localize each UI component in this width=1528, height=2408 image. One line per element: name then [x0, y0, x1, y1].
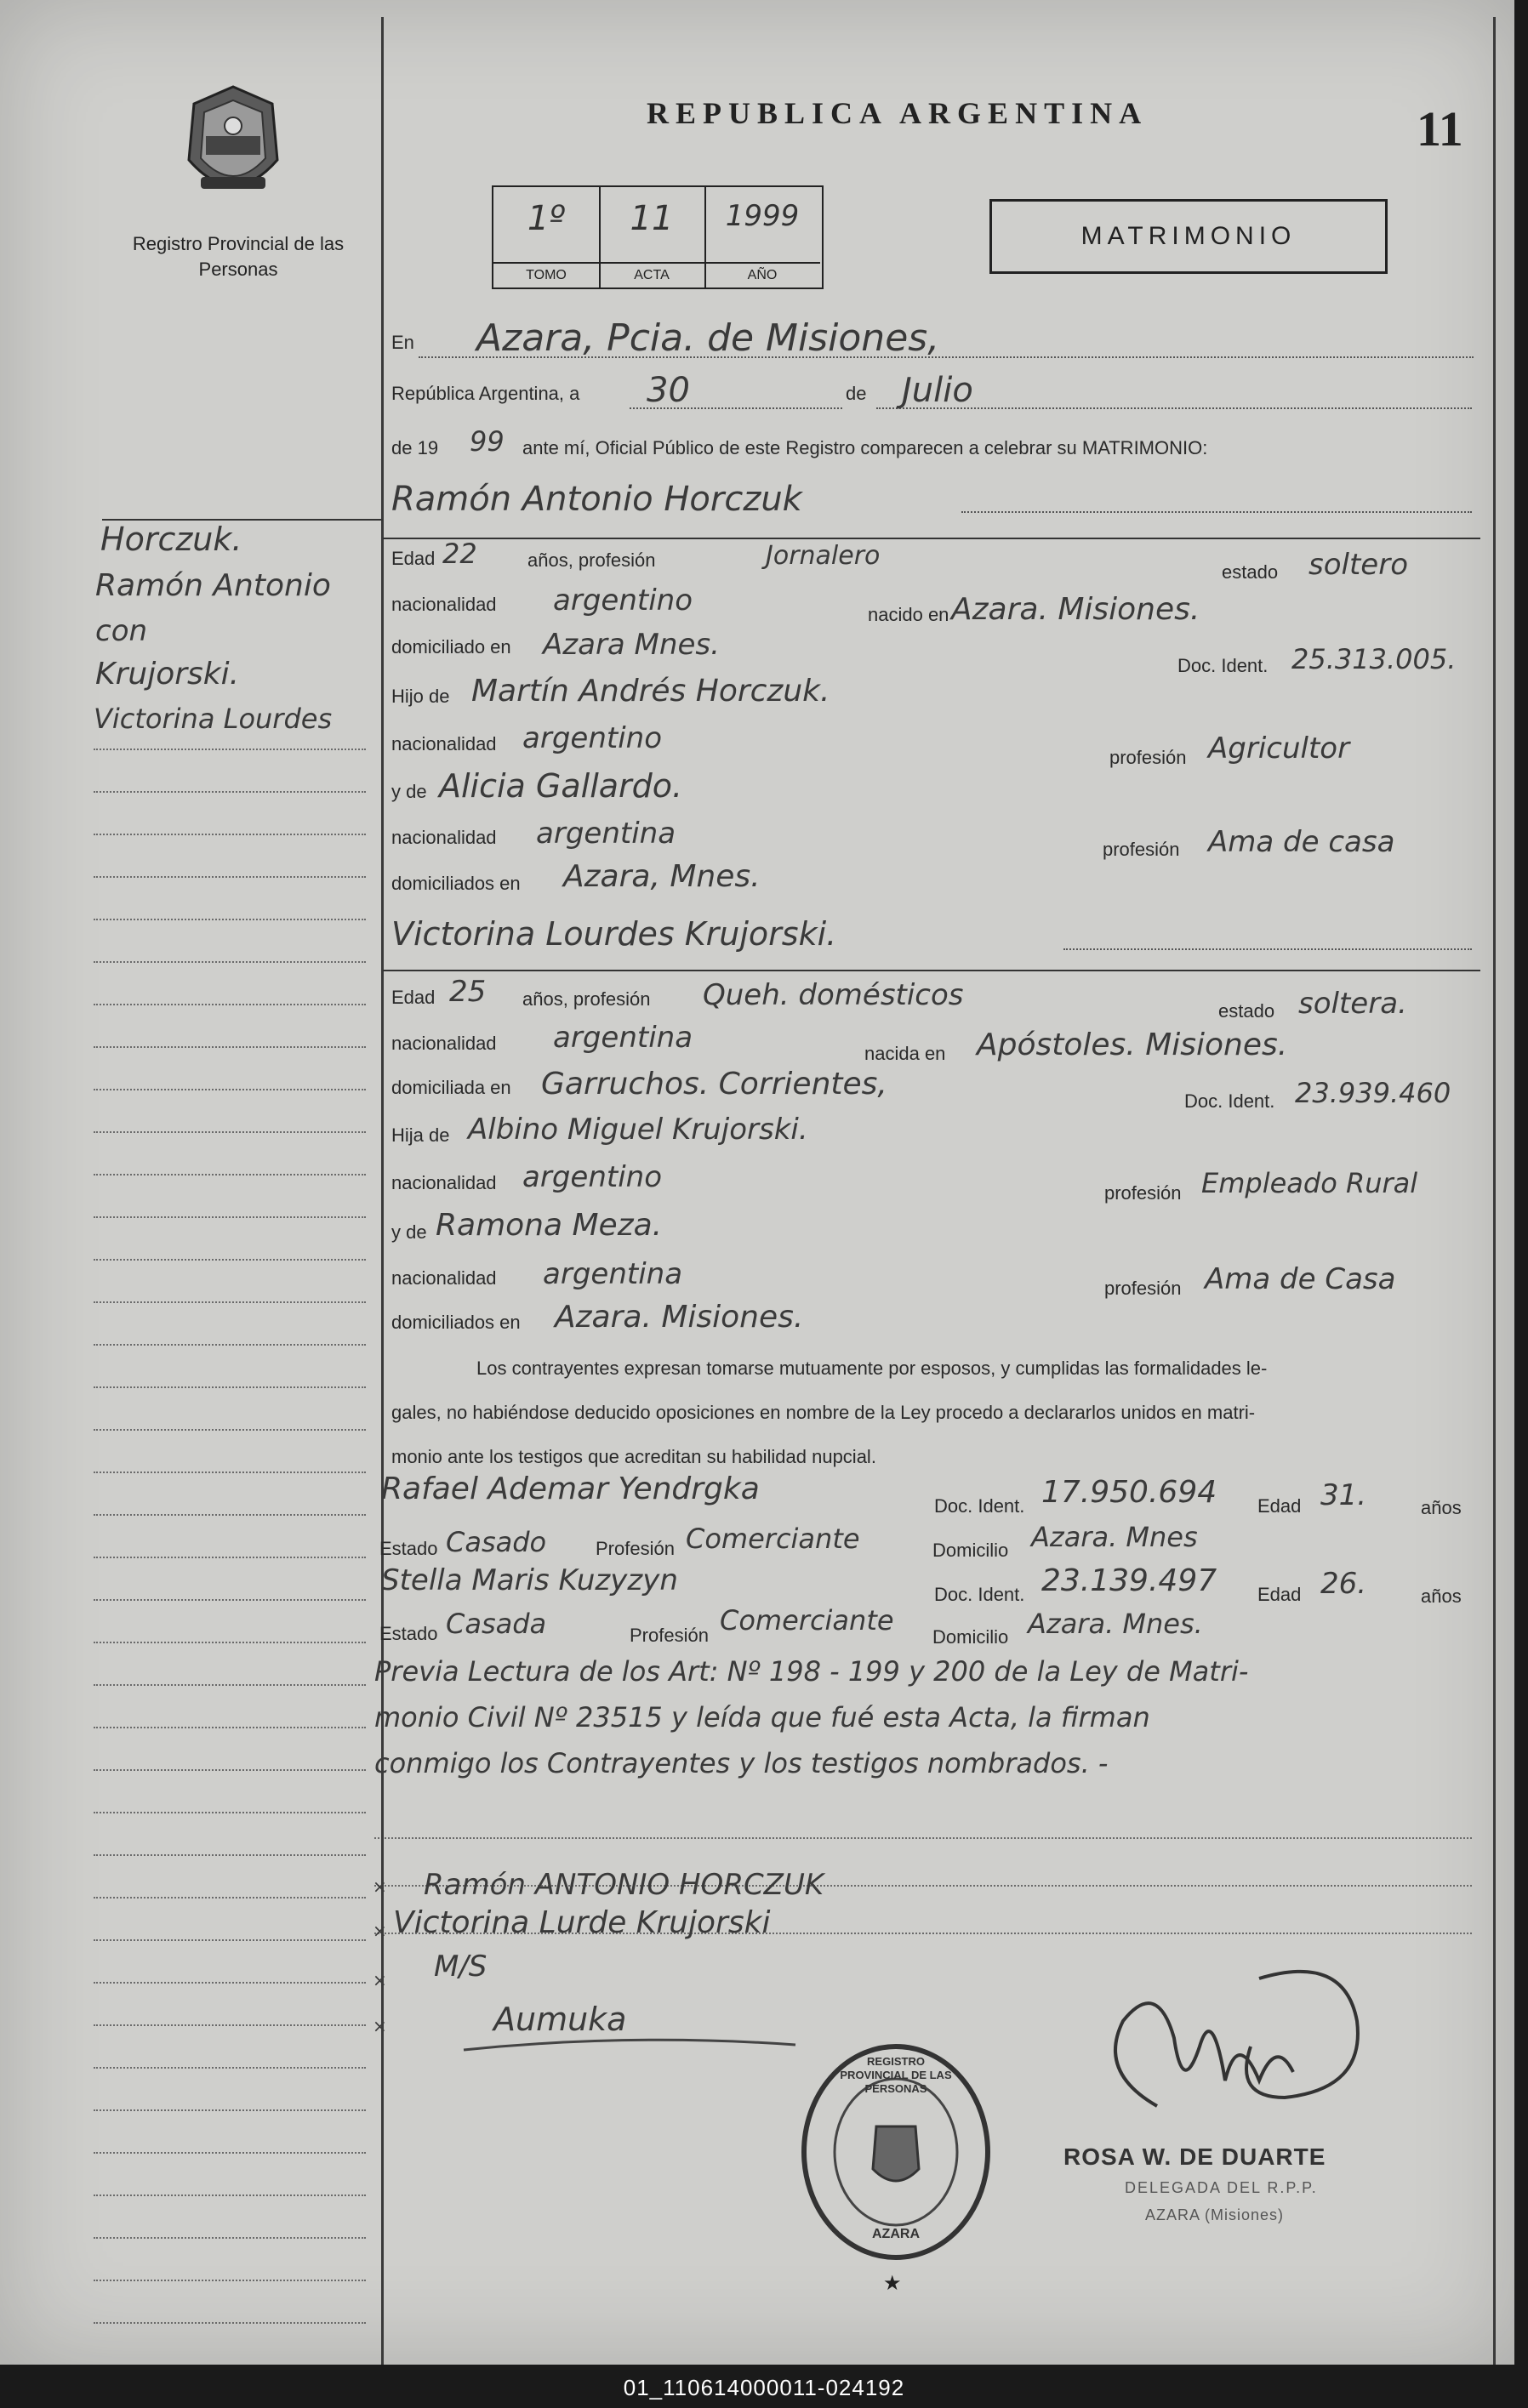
margin-note-line: Krujorski. [95, 657, 240, 692]
estado-label: estado [1218, 1000, 1275, 1022]
margin-note-line: Horczuk. [100, 521, 242, 558]
nacionalidad-label: nacionalidad [391, 1033, 497, 1054]
document-type: MATRIMONIO [989, 199, 1388, 274]
year-prefix: de 19 [391, 437, 439, 458]
declaration-line: gales, no habiéndose deducido oposiciones en nombre de la Ley procedo a declararlos unidos en matri- [391, 1402, 1256, 1423]
doc-label: Doc. Ident. [934, 1584, 1025, 1605]
bride-parents-dom: Azara. Misiones. [555, 1300, 804, 1335]
witness-name: Rafael Ademar Yendrgka [381, 1472, 760, 1506]
mother-nac-label: nacionalidad [391, 1267, 497, 1289]
groom-father-prof: Agricultor [1208, 732, 1350, 766]
signature-bride: Victorina Lurde Krujorski [393, 1905, 771, 1940]
bride-father: Albino Miguel Krujorski. [468, 1113, 808, 1147]
witness-domicilio: Azara. Mnes [1031, 1521, 1198, 1553]
record-box [492, 185, 824, 289]
groom-mother-nac: argentina [536, 817, 676, 851]
witness-edad: 31. [1320, 1478, 1367, 1512]
witness-doc: 17.950.694 [1041, 1475, 1217, 1510]
section-rule [383, 970, 1480, 971]
ano-label: AÑO [704, 262, 820, 287]
parents-dom-label: domiciliados en [391, 1312, 521, 1333]
signature-mark: × [373, 1970, 387, 1990]
signature-mark: × [373, 1876, 387, 1897]
father-label: Hija de [391, 1124, 450, 1146]
profesion-label: años, profesión [527, 549, 656, 571]
estado-label: Estado [379, 1538, 438, 1559]
acta-label: ACTA [599, 262, 704, 287]
witness-edad: 26. [1320, 1567, 1367, 1601]
groom-doc: 25.313.005. [1291, 643, 1457, 675]
country-title: REPUBLICA ARGENTINA [647, 96, 1149, 130]
doc-label: Doc. Ident. [934, 1495, 1025, 1517]
official-place: AZARA (Misiones) [1145, 2206, 1285, 2223]
bride-mother-prof: Ama de Casa [1205, 1262, 1396, 1296]
witness-name: Stella Maris Kuzyzyn [381, 1563, 678, 1597]
margin-note-line: Victorina Lourdes [94, 703, 333, 735]
groom-estado: soltero [1308, 548, 1408, 582]
de-label: de [846, 383, 867, 404]
signature-groom: Ramón ANTONIO HORCZUK [424, 1868, 824, 1902]
en-label: En [391, 332, 414, 353]
seal-star-icon: ★ [883, 2272, 902, 2295]
nacida-label: nacida en [864, 1043, 946, 1064]
acta-cell [599, 187, 706, 287]
witness-profesion: Comerciante [686, 1523, 860, 1555]
witness-estado: Casado [446, 1526, 547, 1558]
bride-name: Victorina Lourdes Krujorski. [391, 915, 837, 953]
tomo-label: TOMO [493, 262, 599, 287]
statement-text: ante mí, Oficial Público de este Registro comparecen a celebrar su MATRIMONIO: [522, 437, 1208, 458]
witness-profesion: Comerciante [720, 1604, 894, 1637]
place-value: Azara, Pcia. de Misiones, [476, 316, 940, 360]
witness-domicilio: Azara. Mnes. [1028, 1608, 1203, 1640]
tomo-value: 1º [527, 199, 566, 238]
father-prof-label: profesión [1104, 1182, 1182, 1204]
edad-label: Edad [1257, 1584, 1302, 1605]
note-line: Previa Lectura de los Art: Nº 198 - 199 y 200 de la Ley de Matri- [374, 1655, 1249, 1688]
estado-label: Estado [379, 1623, 438, 1644]
seal-ring-text: REGISTRO PROVINCIAL DE LAS PERSONAS [840, 2055, 952, 2095]
day-value: 30 [647, 371, 690, 410]
groom-mother-prof: Ama de casa [1208, 825, 1395, 859]
groom-parents-dom: Azara, Mnes. [563, 859, 761, 894]
nacionalidad-label: nacionalidad [391, 594, 497, 615]
image-id-footer: 01_110614000011-024192 [623, 2375, 905, 2400]
edad-label: Edad [391, 548, 436, 569]
bride-nacida-en: Apóstoles. Misiones. [977, 1028, 1288, 1062]
father-label: Hijo de [391, 686, 450, 707]
mother-prof-label: profesión [1104, 1278, 1182, 1299]
domicilio-label: Domicilio [932, 1626, 1009, 1648]
official-signature [1063, 1944, 1378, 2140]
seal-bottom-text: AZARA [872, 2227, 920, 2241]
declaration-line: Los contrayentes expresan tomarse mutuamente por esposos, y cumplidas las formalidades le- [476, 1358, 1268, 1379]
margin-line-left [381, 17, 384, 2365]
month-value: Julio [902, 371, 973, 410]
tomo-cell [493, 187, 601, 287]
edad-label: Edad [1257, 1495, 1302, 1517]
bride-mother: Ramona Meza. [436, 1208, 663, 1243]
province-emblem [180, 83, 286, 211]
profesion-label: Profesión [596, 1538, 675, 1559]
groom-domicilio: Azara Mnes. [543, 628, 720, 662]
signature-underline [459, 2033, 800, 2058]
year-value: 99 [470, 425, 505, 458]
witness-estado: Casada [446, 1608, 547, 1640]
margin-note-line: con [95, 614, 148, 648]
bride-doc: 23.939.460 [1295, 1077, 1451, 1109]
father-nac-label: nacionalidad [391, 1172, 497, 1193]
bride-domicilio: Garruchos. Corrientes, [541, 1067, 887, 1102]
bride-father-prof: Empleado Rural [1201, 1167, 1418, 1199]
groom-nacido-en: Azara. Misiones. [951, 592, 1200, 627]
ano-cell [704, 187, 820, 287]
bride-estado: soltera. [1298, 987, 1407, 1021]
note-line: monio Civil Nº 23515 y leída que fué esta Acta, la firman [374, 1701, 1150, 1733]
anos-label: años [1421, 1497, 1462, 1518]
signature-mark: × [373, 2016, 387, 2036]
profesion-label: Profesión [630, 1625, 709, 1646]
bride-mother-nac: argentina [543, 1257, 683, 1291]
official-seal [798, 2041, 994, 2263]
edad-label: Edad [391, 987, 436, 1008]
domicilio-label: domiciliada en [391, 1077, 511, 1098]
acta-value: 11 [630, 199, 674, 238]
page-number: 11 [1417, 101, 1463, 157]
profesion-label: años, profesión [522, 988, 651, 1010]
official-title: DELEGADA DEL R.P.P. [1125, 2179, 1318, 2196]
groom-name: Ramón Antonio Horczuk [391, 480, 802, 519]
groom-profesion: Jornalero [766, 541, 881, 571]
fill-line [961, 510, 1472, 513]
father-prof-label: profesión [1109, 747, 1187, 768]
margin-note-line: Ramón Antonio [95, 568, 331, 603]
mother-prof-label: profesión [1103, 839, 1180, 860]
groom-father-nac: argentino [522, 721, 662, 755]
groom-edad: 22 [442, 538, 477, 570]
doc-label: Doc. Ident. [1184, 1090, 1275, 1112]
bride-profesion: Queh. domésticos [703, 978, 964, 1012]
parents-dom-label: domiciliados en [391, 873, 521, 894]
domicilio-label: Domicilio [932, 1540, 1009, 1561]
margin-line-right [1493, 17, 1496, 2365]
ano-value: 1999 [725, 199, 800, 233]
signature-witness-2: Aumuka [493, 2001, 627, 2038]
doc-label: Doc. Ident. [1177, 655, 1269, 676]
mother-label: y de [391, 1221, 427, 1243]
section-rule [383, 538, 1480, 539]
official-name: ROSA W. DE DUARTE [1063, 2143, 1326, 2170]
anos-label: años [1421, 1585, 1462, 1607]
nacido-label: nacido en [868, 604, 949, 625]
groom-mother: Alicia Gallardo. [439, 767, 683, 805]
registry-name: Registro Provincial de las Personas [132, 233, 345, 280]
fill-line [1063, 948, 1472, 950]
signature-mark: × [373, 1921, 387, 1941]
mother-label: y de [391, 781, 427, 802]
note-line: conmigo los Contrayentes y los testigos nombrados. - [374, 1747, 1109, 1779]
domicilio-label: domiciliado en [391, 636, 511, 658]
margin-ruled-lines [94, 749, 366, 2348]
witness-doc: 23.139.497 [1041, 1563, 1217, 1598]
mother-nac-label: nacionalidad [391, 827, 497, 848]
declaration-line: monio ante los testigos que acreditan su habilidad nupcial. [391, 1446, 876, 1467]
bride-father-nac: argentino [522, 1160, 662, 1194]
estado-label: estado [1222, 561, 1279, 583]
groom-father: Martín Andrés Horczuk. [471, 674, 830, 709]
groom-nacionalidad: argentino [553, 583, 693, 618]
republica-label: República Argentina, a [391, 383, 580, 404]
bride-nacionalidad: argentina [553, 1021, 693, 1055]
signature-witness-1: M/S [434, 1950, 487, 1984]
bride-edad: 25 [449, 975, 487, 1009]
father-nac-label: nacionalidad [391, 733, 497, 754]
